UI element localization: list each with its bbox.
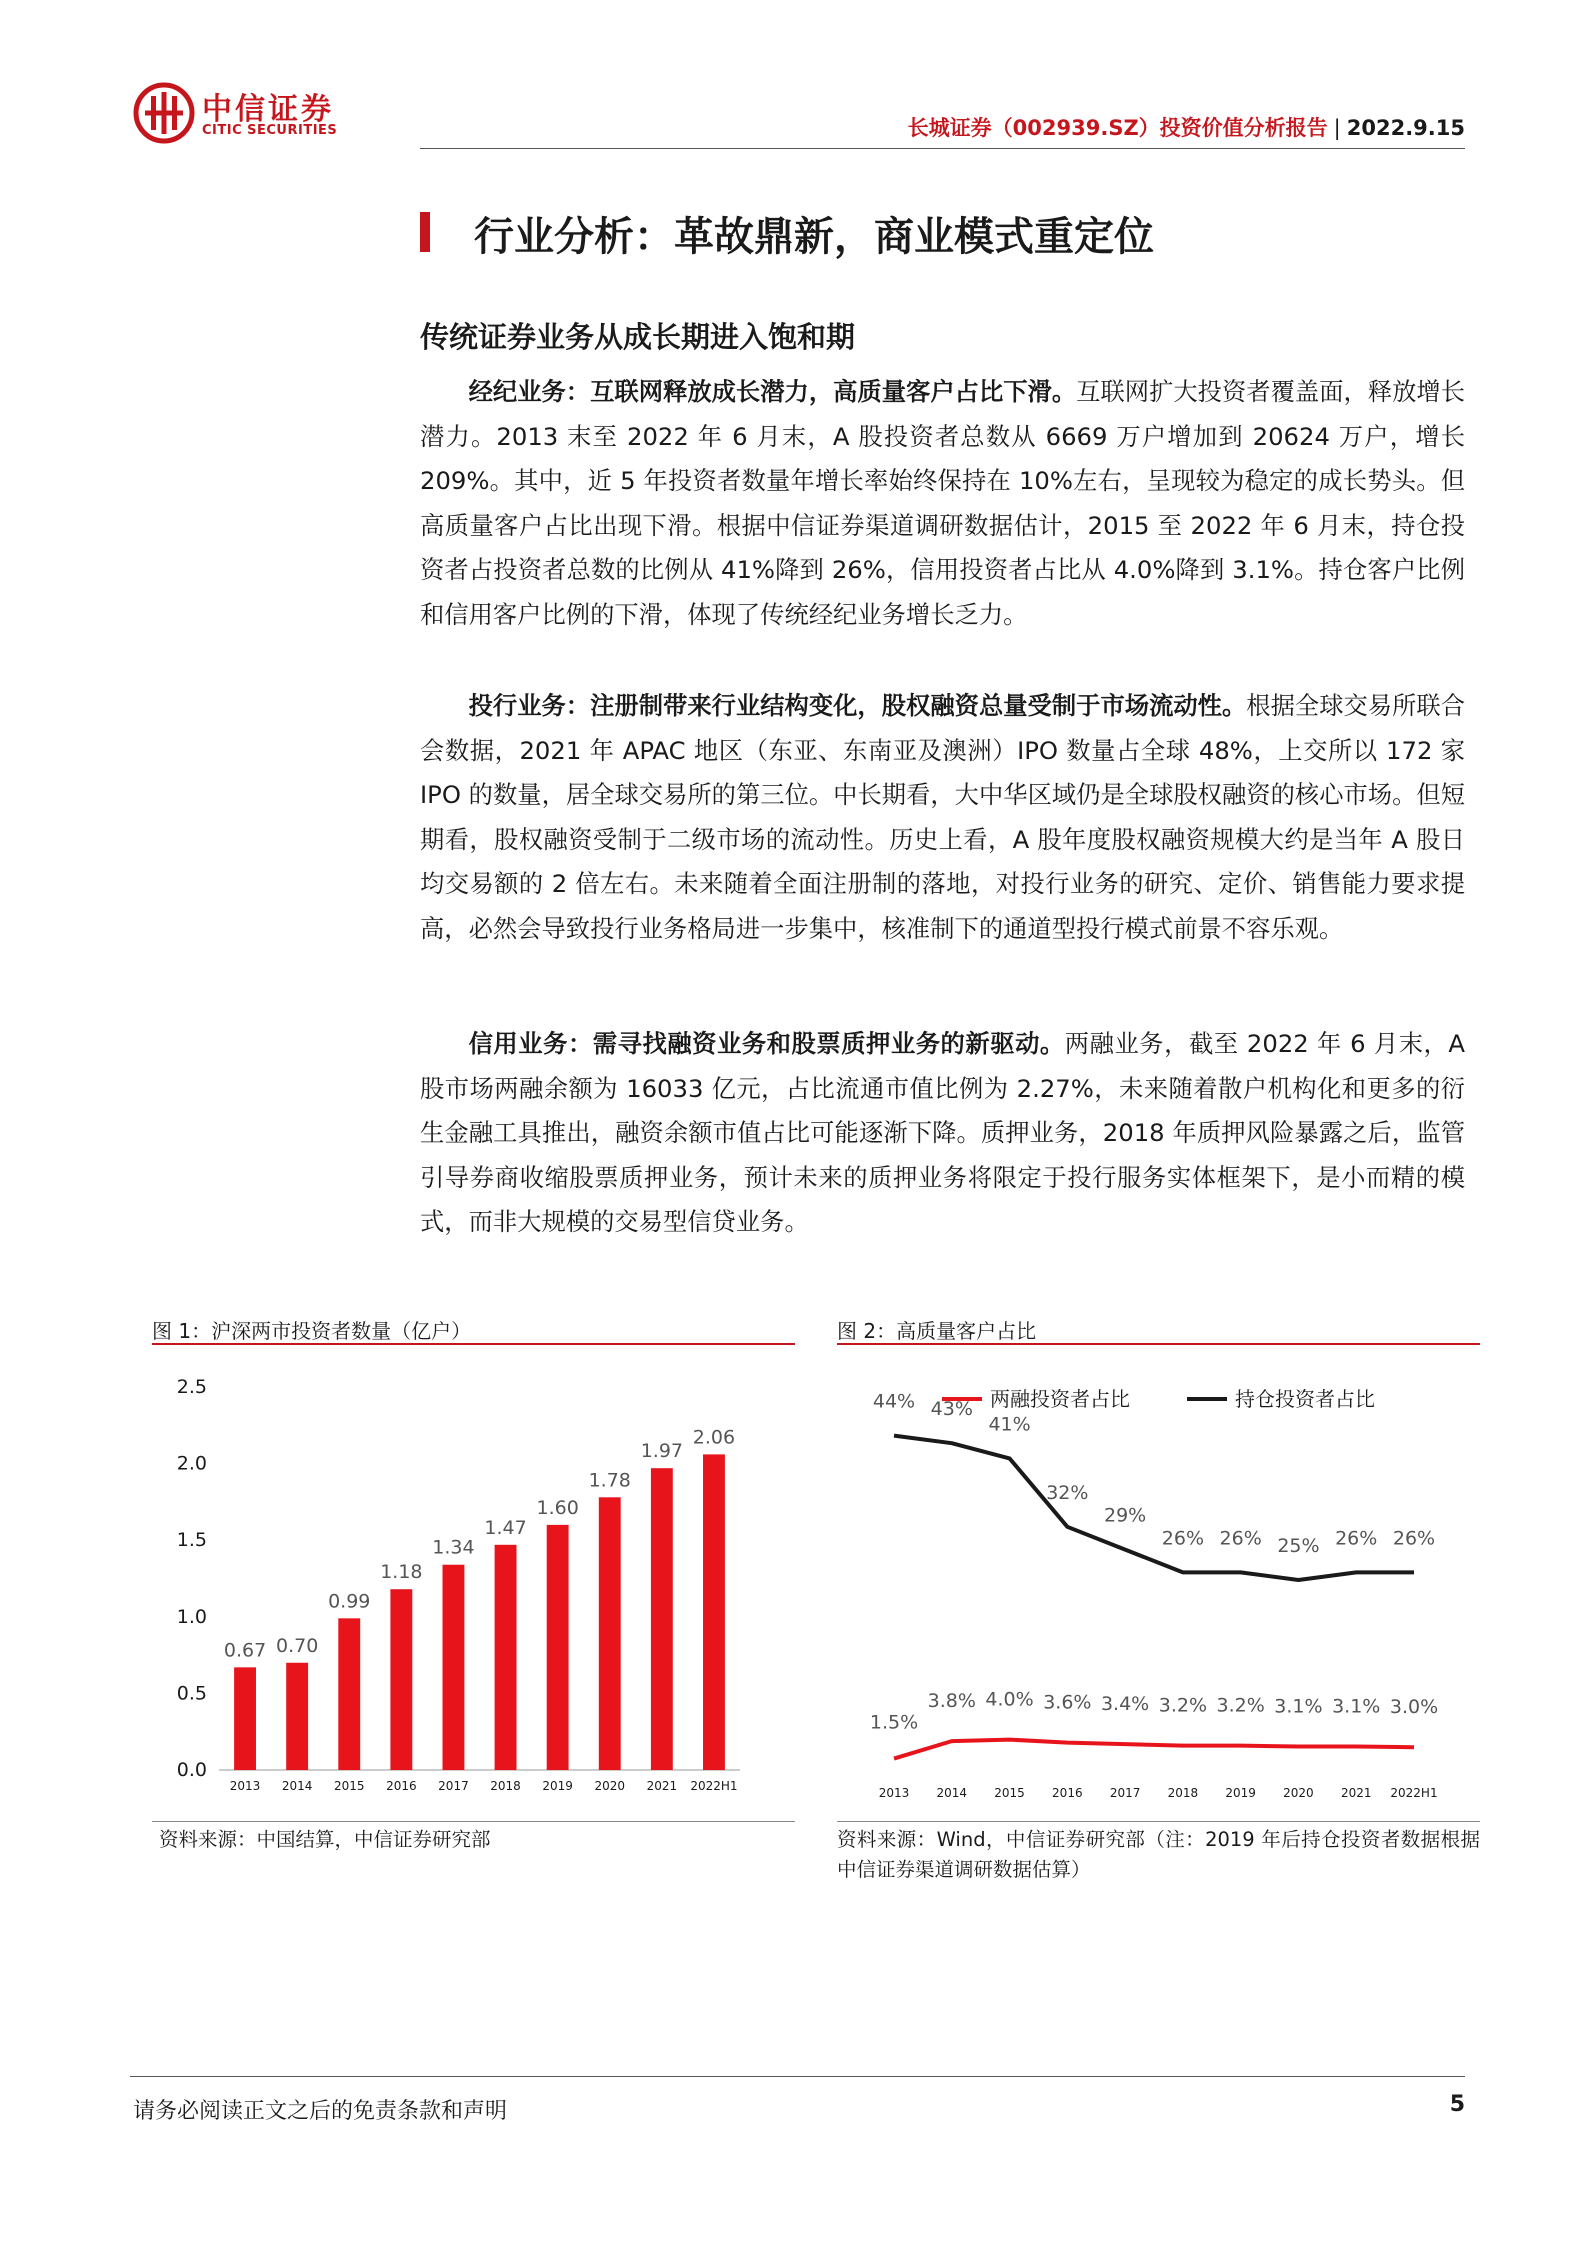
x-tick-label: 2015 bbox=[333, 1779, 365, 1793]
data-point-label: 3.4% bbox=[1100, 1693, 1150, 1716]
data-point-label: 3.0% bbox=[1389, 1696, 1439, 1719]
data-point-label: 3.1% bbox=[1332, 1695, 1381, 1718]
x-tick-label: 2018 bbox=[490, 1779, 521, 1793]
figure-2-title: 图 2：高质量客户占比 bbox=[837, 1319, 1037, 1343]
x-tick-label: 2016 bbox=[386, 1779, 417, 1793]
figure-2-source: 资料来源：Wind，中信证券研究部（注：2019 年后持仓投资者数据根据中信证券渠道调研数据估算） bbox=[837, 1828, 1480, 1881]
x-tick-label: 2017 bbox=[1109, 1786, 1141, 1800]
report-title: 长城证券（002939.SZ）投资价值分析报告 bbox=[907, 116, 1328, 140]
figure-2-top-rule bbox=[837, 1343, 1480, 1345]
logo-chinese-name: 中信证券 bbox=[202, 92, 334, 127]
x-tick-label: 2020 bbox=[1283, 1786, 1314, 1800]
y-tick-label: 1.5 bbox=[176, 1529, 207, 1552]
paragraph-credit bbox=[420, 1022, 1465, 1245]
bar-value-label: 1.97 bbox=[640, 1440, 684, 1463]
page-number: 5 bbox=[1449, 2092, 1465, 2117]
bar-value-label: 0.70 bbox=[275, 1634, 319, 1657]
x-tick-label: 2020 bbox=[594, 1779, 626, 1793]
paragraph-investment-banking bbox=[420, 684, 1465, 952]
data-point-label: 3.8% bbox=[927, 1690, 976, 1713]
data-point-label: 26% bbox=[1219, 1527, 1262, 1550]
data-point-label: 32% bbox=[1046, 1481, 1089, 1504]
bar bbox=[286, 1663, 308, 1770]
figure-1-bottom-rule bbox=[152, 1821, 795, 1822]
section-heading-marker bbox=[420, 212, 430, 252]
figure-2-bottom-rule bbox=[837, 1821, 1480, 1822]
footer-divider bbox=[130, 2076, 1465, 2077]
bar bbox=[651, 1468, 673, 1770]
header-divider bbox=[420, 148, 1465, 149]
data-point-label: 26% bbox=[1161, 1527, 1205, 1550]
bar-value-label: 1.78 bbox=[588, 1469, 631, 1492]
paragraph-body: 互联网扩大投资者覆盖面，释放增长潜力。2013 末至 2022 年 6 月末，A 股投资者总数从 6669 万户增加到 20624 万户，增长 209%。其中，近 5 年投资者数量年增长率始终保持在 10%左右，呈现较为稳定的成长势头。但高质量客户占比出现下滑。根据中信证券渠道调研数据估计，2015 至 2022 年 6 月末，持仓投资者占投资者总数的比例从 41%降到 26%，信用投资者占比从 4.0%降到 3.1%。持仓客户比例和信用客户比例的下滑，体现了传统经纪业务增长乏力。 bbox=[420, 377, 1466, 629]
x-tick-label: 2022H1 bbox=[690, 1779, 738, 1793]
investor-count-bar-chart bbox=[152, 1350, 795, 1810]
data-point-label: 25% bbox=[1277, 1535, 1320, 1557]
y-tick-label: 0.5 bbox=[176, 1682, 207, 1705]
data-point-label: 26% bbox=[1335, 1527, 1378, 1550]
paragraph-body: 两融业务，截至 2022 年 6 月末，A 股市场两融余额为 16033 亿元，占比流通市值比例为 2.27%，未来随着散户机构化和更多的衍生金融工具推出，融资余额市值占比可能逐渐下降。质押业务，2018 年质押风险暴露之后，监管引导券商收缩股票质押业务，预计未来的质押业务将限定于投行服务实体框架下，是小而精的模式，而非大规模的交易型信贷业务。 bbox=[420, 1029, 1465, 1237]
data-point-label: 3.2% bbox=[1158, 1694, 1208, 1717]
y-tick-label: 0.0 bbox=[176, 1759, 207, 1781]
paragraph-lead: 投行业务：注册制带来行业结构变化，股权融资总量受制于市场流动性。 bbox=[468, 691, 1247, 720]
data-point-label: 44% bbox=[872, 1390, 916, 1413]
data-point-label: 4.0% bbox=[985, 1688, 1034, 1711]
paragraph-body: 根据全球交易所联合会数据，2021 年 APAC 地区（东亚、东南亚及澳洲）IPO 数量占全球 48%，上交所以 172 家 IPO 的数量，居全球交易所的第三位。中长期看，大中华区域仍是全球股权融资的核心市场。但短期看，股权融资受制于二级市场的流动性。历史上看，A 股年度股权融资规模大约是当年 A 股日均交易额的 2 倍左右。未来随着全面注册制的落地，对投行业务的研究、定价、销售能力要求提高，必然会导致投行业务格局进一步集中，核准制下的通道型投行模式前景不容乐观。 bbox=[420, 691, 1465, 943]
data-point-label: 43% bbox=[930, 1398, 973, 1421]
report-header bbox=[880, 112, 1465, 142]
bar-value-label: 1.18 bbox=[380, 1561, 423, 1584]
figure-1-title: 图 1：沪深两市投资者数量（亿户） bbox=[152, 1319, 472, 1343]
paragraph-lead: 经纪业务：互联网释放成长潜力，高质量客户占比下滑。 bbox=[468, 377, 1077, 406]
bar bbox=[703, 1454, 725, 1770]
data-point-label: 26% bbox=[1392, 1527, 1436, 1550]
data-point-label: 3.6% bbox=[1043, 1691, 1092, 1714]
x-tick-label: 2017 bbox=[438, 1779, 469, 1793]
bar bbox=[390, 1589, 412, 1770]
bar-value-label: 2.06 bbox=[692, 1426, 736, 1449]
bar bbox=[599, 1497, 621, 1770]
x-tick-label: 2015 bbox=[994, 1786, 1025, 1800]
x-tick-label: 2014 bbox=[936, 1786, 968, 1800]
figure-1-top-rule bbox=[152, 1343, 795, 1345]
logo-english-name: CITIC SECURITIES bbox=[202, 123, 338, 138]
paragraph-brokerage bbox=[420, 370, 1465, 638]
data-point-label: 3.1% bbox=[1274, 1695, 1323, 1718]
x-tick-label: 2019 bbox=[1225, 1786, 1256, 1800]
bar-value-label: 0.67 bbox=[223, 1639, 267, 1662]
x-tick-label: 2016 bbox=[1052, 1786, 1083, 1800]
x-tick-label: 2019 bbox=[542, 1779, 573, 1793]
data-point-label: 1.5% bbox=[869, 1711, 919, 1734]
section-subheading: 传统证券业务从成长期进入饱和期 bbox=[420, 320, 856, 354]
x-tick-label: 2014 bbox=[281, 1779, 313, 1793]
bar bbox=[338, 1618, 360, 1770]
series-line bbox=[894, 1436, 1414, 1580]
bar-value-label: 1.60 bbox=[536, 1496, 579, 1519]
x-tick-label: 2013 bbox=[878, 1786, 910, 1800]
citic-logo-icon bbox=[133, 82, 195, 144]
data-point-label: 29% bbox=[1103, 1504, 1147, 1527]
bar bbox=[443, 1565, 465, 1770]
bar bbox=[234, 1667, 256, 1770]
legend-label: 持仓投资者占比 bbox=[1235, 1387, 1375, 1411]
bar-value-label: 1.47 bbox=[484, 1516, 527, 1539]
y-tick-label: 2.0 bbox=[176, 1452, 207, 1475]
data-point-label: 41% bbox=[988, 1413, 1031, 1436]
x-tick-label: 2018 bbox=[1167, 1786, 1199, 1800]
high-quality-client-line-chart bbox=[837, 1350, 1480, 1810]
report-date: 2022.9.15 bbox=[1346, 116, 1465, 140]
section-heading: 行业分析：革故鼎新，商业模式重定位 bbox=[474, 214, 1154, 260]
figure-1-source: 资料来源：中国结算，中信证券研究部 bbox=[159, 1828, 491, 1851]
bar bbox=[495, 1545, 517, 1770]
header-separator: | bbox=[1333, 116, 1341, 140]
x-tick-label: 2013 bbox=[229, 1779, 261, 1793]
x-tick-label: 2021 bbox=[1340, 1786, 1372, 1800]
x-tick-label: 2021 bbox=[646, 1779, 678, 1793]
legend-label: 两融投资者占比 bbox=[990, 1387, 1130, 1411]
paragraph-lead: 信用业务：需寻找融资业务和股票质押业务的新驱动。 bbox=[468, 1029, 1065, 1058]
footer-disclaimer: 请务必阅读正文之后的免责条款和声明 bbox=[133, 2099, 508, 2124]
y-tick-label: 1.0 bbox=[176, 1605, 207, 1628]
x-tick-label: 2022H1 bbox=[1390, 1786, 1438, 1800]
data-point-label: 3.2% bbox=[1216, 1694, 1265, 1717]
bar-value-label: 1.34 bbox=[432, 1536, 475, 1559]
y-tick-label: 2.5 bbox=[176, 1376, 207, 1398]
bar bbox=[547, 1525, 569, 1770]
bar-value-label: 0.99 bbox=[328, 1590, 371, 1613]
series-line bbox=[894, 1740, 1414, 1759]
